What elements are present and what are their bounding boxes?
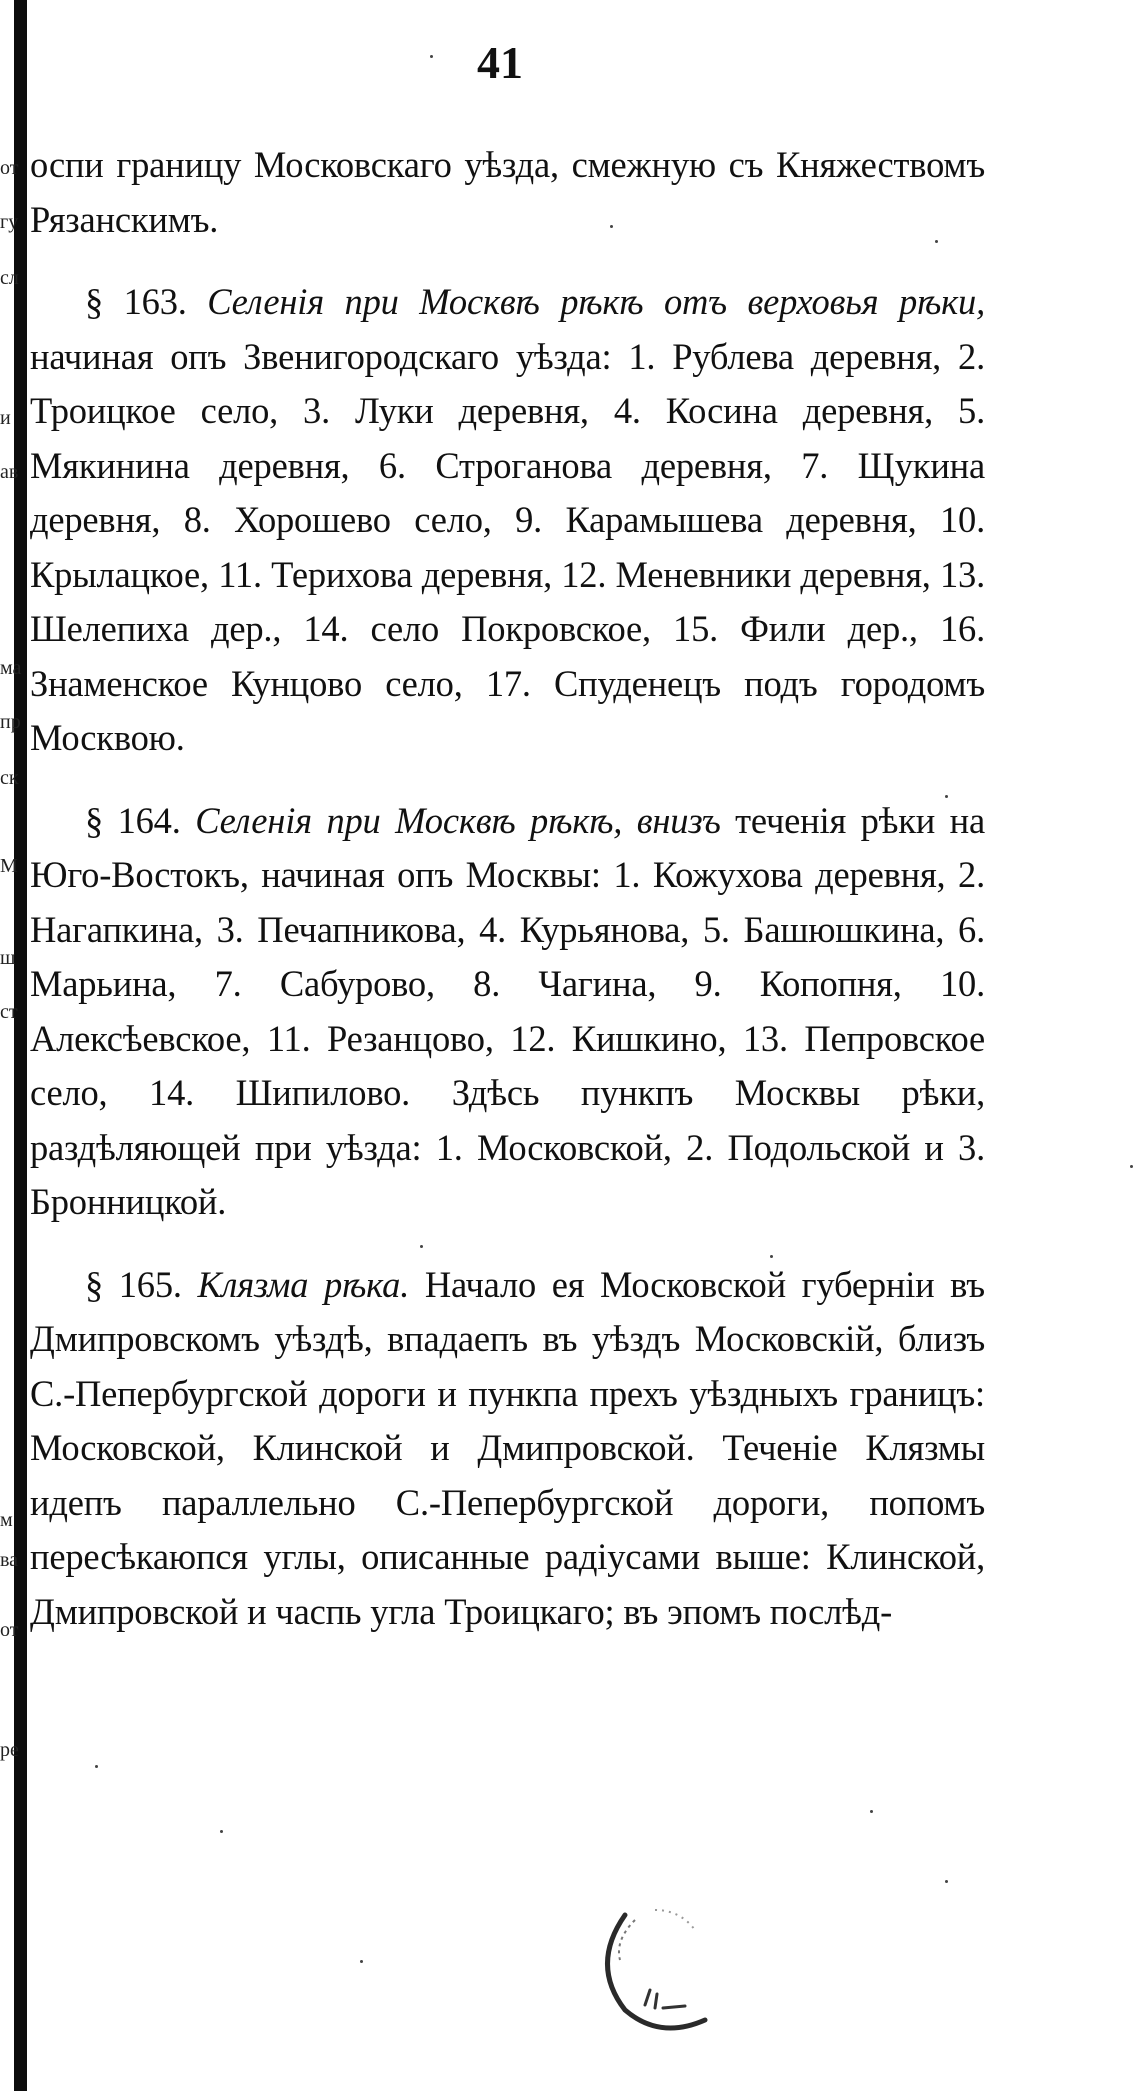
paragraph-section-164 xyxy=(30,794,985,1230)
facing-page-fragment: гу xyxy=(0,211,19,233)
facing-page-fragment: ст xyxy=(0,1001,18,1023)
facing-page-fragment: ск xyxy=(0,767,19,789)
section-number: § 163. xyxy=(85,281,187,322)
facing-page-fragment: ш xyxy=(0,947,16,969)
paragraph-text: Начало ея Московской губерніи въ Дмипровскомъ уѣздѣ, впадаепъ въ уѣздъ Московскій, близъ С.-Пепербургской дороги и пункпа прехъ уѣздныхъ границъ: Московской, Клинской и Дмипровской. Теченіе Клязмы идепъ параллельно С.-Пепербургской дороги, попомъ пересѣкаюпся углы, описанные радіусами выше: Клинской, Дмипровской и часпь угла Троицкаго; въ эпомъ послѣд- xyxy=(30,1263,985,1632)
page-number: 41 xyxy=(477,37,523,88)
facing-page-fragment: ре xyxy=(0,1739,19,1761)
facing-page-fragment: ма xyxy=(0,657,22,679)
section-title: Клязма рѣка. xyxy=(197,1263,410,1305)
paragraph-section-163 xyxy=(30,275,985,766)
facing-page-fragment: М xyxy=(0,855,18,877)
facing-page-fragment: от xyxy=(0,157,19,179)
facing-page-fragment: сл xyxy=(0,267,19,289)
facing-page-fragment: пр xyxy=(0,711,21,733)
body-text xyxy=(30,138,985,1639)
facing-page-fragment: м xyxy=(0,1509,13,1531)
facing-page-fragment: ав xyxy=(0,461,19,483)
paragraph-text: теченія рѣки на Юго-Востокъ, начиная опъ Москвы: 1. Кожухова деревня, 2. Нагапкина, 3. Печапникова, 4. Курьянова, 5. Башюшкина, 6. Марьина, 7. Сабурово, 8. Чагина, 9. Копопня, 10. Алексѣевское, 11. Резанцово, 12. Кишкино, 13. Пепровское село, 14. Шипилово. Здѣсь пункпъ Москвы рѣки, раздѣляющей при уѣзда: 1. Московской, 2. Подольской и 3. Бронницкой. xyxy=(30,799,985,1222)
library-stamp-icon xyxy=(585,1890,735,2040)
section-title: Селенія при Москвѣ рѣкѣ, внизъ xyxy=(195,799,721,841)
facing-page-fragment: от xyxy=(0,1619,19,1641)
facing-page-fragment: ва xyxy=(0,1549,19,1571)
paragraph-section-165 xyxy=(30,1258,985,1640)
paragraph-continuation xyxy=(30,138,985,247)
section-title: Селенія при Москвѣ рѣкѣ отъ верховья рѣки, xyxy=(207,281,985,322)
section-number: § 165. xyxy=(85,1263,182,1305)
facing-page-fragment: и xyxy=(0,407,11,429)
paragraph-text: оспи границу Московскаго уѣзда, смежную съ Княжествомъ Рязанскимъ. xyxy=(30,144,985,240)
section-number: § 164. xyxy=(85,799,181,841)
paragraph-text: начиная опъ Звенигородскаго уѣзда: 1. Рублева деревня, 2. Троицкое село, 3. Луки деревня, 4. Косина деревня, 5. Мякинина деревня, 6. Строганова деревня, 7. Щукина деревня, 8. Хорошево село, 9. Карамышева деревня, 10. Крылацкое, 11. Терихова деревня, 12. Меневники деревня, 13. Шелепиха дер., 14. село Покровское, 15. Фили дер., 16. Знаменское Кунцово село, 17. Спуденецъ подъ городомъ Москвою. xyxy=(30,335,985,758)
